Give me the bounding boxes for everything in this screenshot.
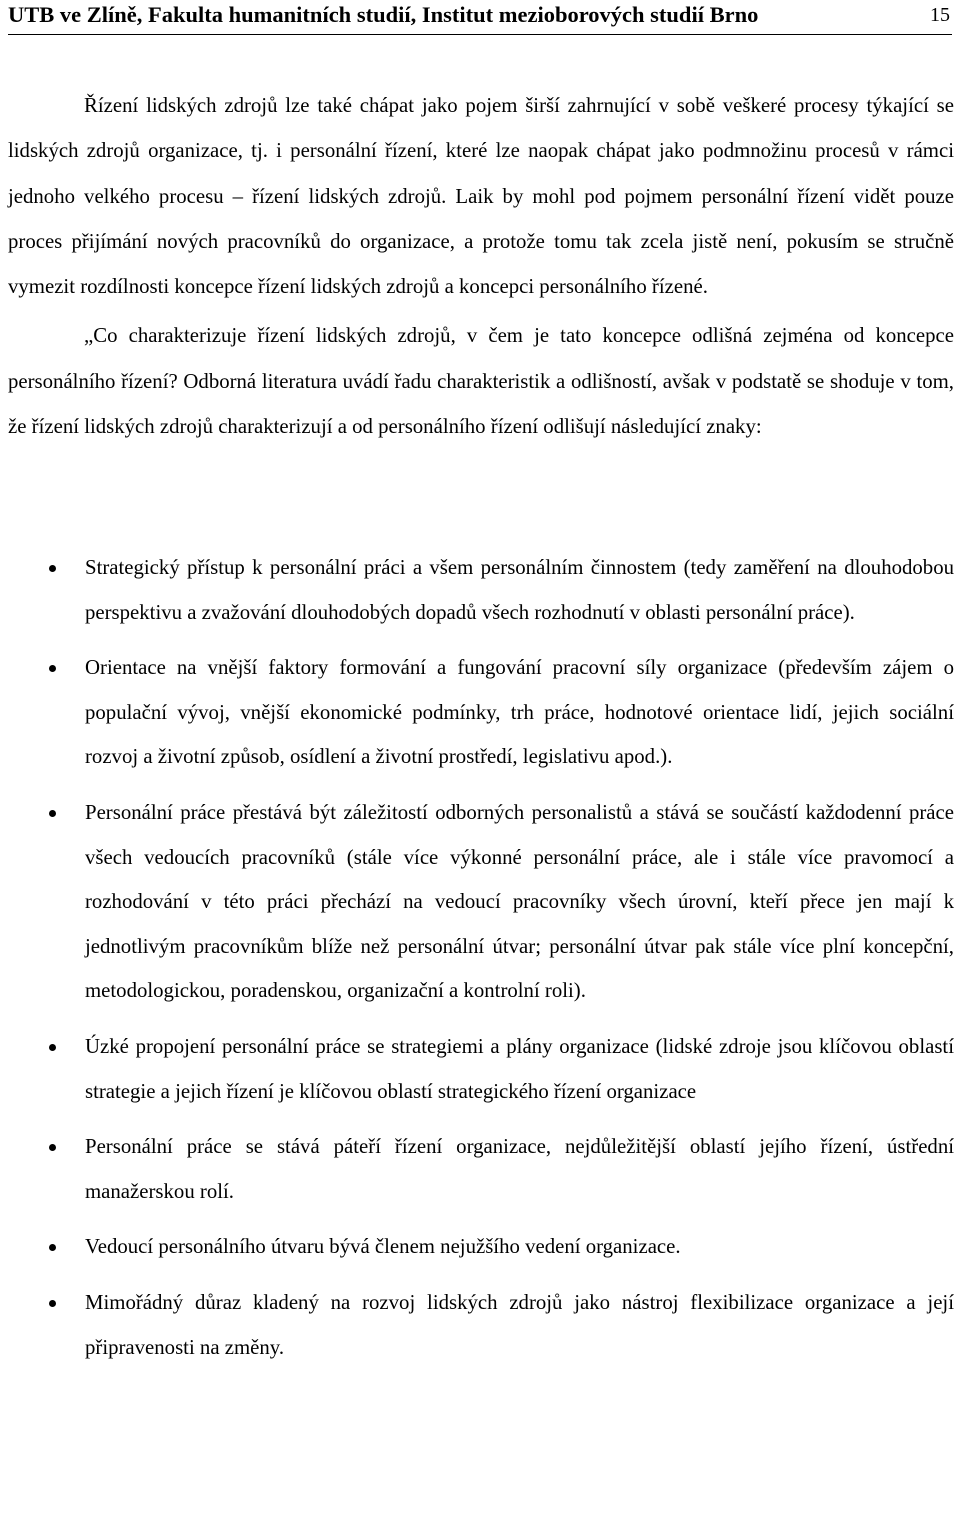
list-item-text: Strategický přístup k personální práci a všem personálním činnostem (tedy zaměření na dlouhodobou perspektivu a zvažování dlouhodobých dopadů všech rozhodnutí v oblasti personální práce). [85,556,954,624]
list-item [8,1225,954,1270]
list-item-text: Úzké propojení personální práce se strategiemi a plány organizace (lidské zdroje jsou klíčovou oblastí strategie a jejich řízení je klíčovou oblastí strategického řízení organizace [85,1034,954,1103]
page-number: 15 [930,4,950,26]
paragraph: „Co charakterizuje řízení lidských zdrojů, v čem je tato koncepce odlišná zejména od koncepce personálního řízení? Odborná literatura uvádí řadu charakteristik a odlišností, avšak v podstatě se shoduje v tom, že řízení lidských zdrojů charakterizují a od personálního řízení odlišují následující znaky: [8,324,954,439]
list-item [8,546,954,635]
bullet-list [8,546,954,1370]
list-item-text: Personální práce přestává být záležitostí odborných personalistů a stává se součástí každodenní práce všech vedoucích pracovníků (stále více výkonné personální práce, ale i stále více pravomocí a rozhodování v této práci přechází na vedoucí pracovníky všech úrovní, kteří přece jen mají k jednotlivým pracovníkům blíže než personální útvar; personální útvar pak stále více plní koncepční, metodologickou, poradenskou, organizační a kontrolní roli). [85,800,954,1003]
bullet-icon [49,810,56,817]
bullet-icon [49,665,56,672]
list-item [8,1281,954,1370]
bullet-icon [49,1244,56,1251]
bullet-icon [49,1300,56,1307]
list-item [8,1025,954,1114]
list-item-text: Mimořádný důraz kladený na rozvoj lidských zdrojů jako nástroj flexibilizace organizace a její připravenosti na změny. [85,1290,954,1359]
list-item [8,1125,954,1214]
page-header [8,0,952,35]
header-title: UTB ve Zlíně, Fakulta humanitních studií, Institut mezioborových studií Brno [8,2,759,27]
bullet-icon [49,565,56,572]
list-item [8,646,954,780]
list-item-text: Vedoucí personálního útvaru bývá členem nejužšího vedení organizace. [85,1235,681,1259]
paragraph: Řízení lidských zdrojů lze také chápat jako pojem širší zahrnující v sobě veškeré procesy týkající se lidských zdrojů organizace, tj. i personální řízení, které lze naopak chápat jako podmnožinu procesů v rámci jednoho velkého procesu – řízení lidských zdrojů. Laik by mohl pod pojmem personální řízení vidět pouze proces přijímání nových pracovníků do organizace, a protože tomu tak zcela jistě není, pokusím se stručně vymezit rozdílnosti koncepce řízení lidských zdrojů a koncepci personálního řízené. [8,94,954,299]
bullet-icon [49,1044,56,1051]
bullet-icon [49,1144,56,1151]
body-text [8,83,954,449]
list-item-text: Orientace na vnější faktory formování a fungování pracovní síly organizace (především zájem o populační vývoj, vnější ekonomické podmínky, trh práce, hodnotové orientace lidí, jejich sociální rozvoj a životní způsob, osídlení a životní prostředí, legislativu apod.). [85,656,954,769]
list-item [8,791,954,1014]
list-item-text: Personální práce se stává páteří řízení organizace, nejdůležitější oblastí jejího řízení, ústřední manažerskou rolí. [85,1135,954,1203]
